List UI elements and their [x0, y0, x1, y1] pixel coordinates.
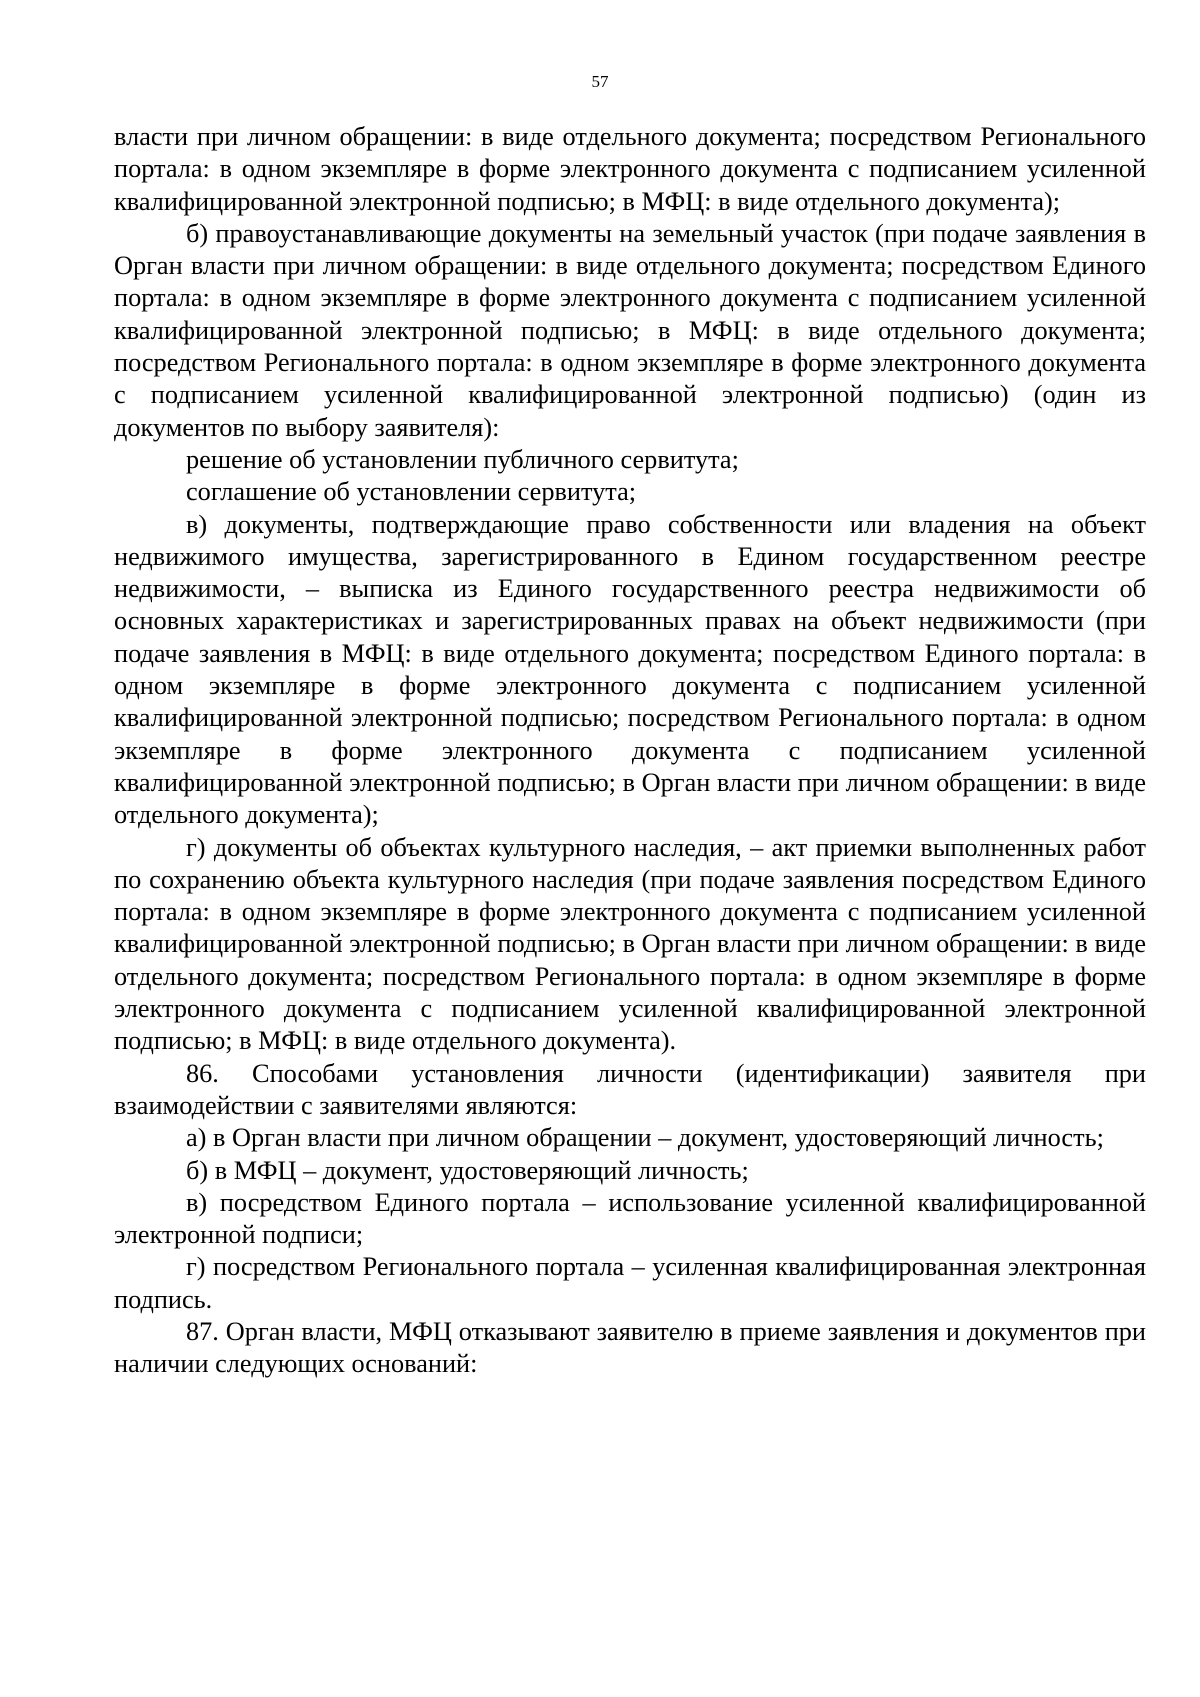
paragraph-clause-86-g: г) посредством Регионального портала – усиленная квалифицированная электронная подпись. — [114, 1252, 1146, 1314]
paragraph-clause-86-v: в) посредством Единого портала – использование усиленной квалифицированной электронной подписи; — [114, 1187, 1146, 1250]
paragraph-item-v-ownership-documents: в) документы, подтверждающие право собственности или владения на объект недвижимого имущества, зарегистрированного в Едином государственном реестре недвижимости, – выписка из Единого государственного реестра недвижимости об основных характеристиках и зарегистрированных правах на объект недвижимости (при подаче заявления в МФЦ: в виде отдельного документа; посредством Единого портала: в одном экземпляре в форме электронного документа с подписанием усиленной квалифицированной электронной подписью; посредством Регионального портала: в одном экземпляре в форме электронного документа с подписанием усиленной квалифицированной электронной подписью; в Орган власти при личном обращении: в виде отдельного документа); — [114, 509, 1146, 830]
paragraph-clause-86: 86. Способами установления личности (идентификации) заявителя при взаимодействии с заявителями являются: — [114, 1058, 1146, 1120]
paragraph-clause-87: 87. Орган власти, МФЦ отказывают заявителю в приеме заявления и документов при наличии следующих оснований: — [114, 1316, 1146, 1379]
page-number: 57 — [591, 72, 609, 91]
paragraph-clause-86-b: б) в МФЦ – документ, удостоверяющий личность; — [186, 1155, 749, 1185]
paragraph-public-servitude-decision: решение об установлении публичного сервитута; — [186, 444, 739, 474]
paragraph-item-g-cultural-heritage: г) документы об объектах культурного наследия, – акт приемки выполненных работ по сохранению объекта культурного наследия (при подаче заявления посредством Единого портала: в одном экземпляре в форме электронного документа с подписанием усиленной квалифицированной электронной подписью; в Орган власти при личном обращении: в виде отдельного документа; посредством Регионального портала: в одном экземпляре в форме электронного документа с подписанием усиленной квалифицированной электронной подписью; в МФЦ: в виде отдельного документа). — [114, 832, 1146, 1056]
paragraph-continuation: власти при личном обращении: в виде отдельного документа; посредством Регионального портала: в одном экземпляре в форме электронного документа с подписанием усиленной квалифицированной электронной подписью; в МФЦ: в виде отдельного документа); — [114, 122, 1146, 216]
paragraph-clause-86-a: а) в Орган власти при личном обращении – документ, удостоверяющий личность; — [186, 1123, 1104, 1153]
paragraph-servitude-agreement: соглашение об установлении сервитута; — [186, 477, 637, 507]
paragraph-item-b-title-documents: б) правоустанавливающие документы на земельный участок (при подаче заявления в Орган власти при личном обращении: в виде отдельного документа; посредством Единого портала: в одном экземпляре в форме электронного документа с подписанием усиленной квалифицированной электронной подписью; в МФЦ: в виде отдельного документа; посредством Регионального портала: в одном экземпляре в форме электронного документа с подписанием усиленной квалифицированной электронной подписью) (один из документов по выбору заявителя): — [114, 218, 1146, 442]
document-body — [114, 121, 1146, 1381]
